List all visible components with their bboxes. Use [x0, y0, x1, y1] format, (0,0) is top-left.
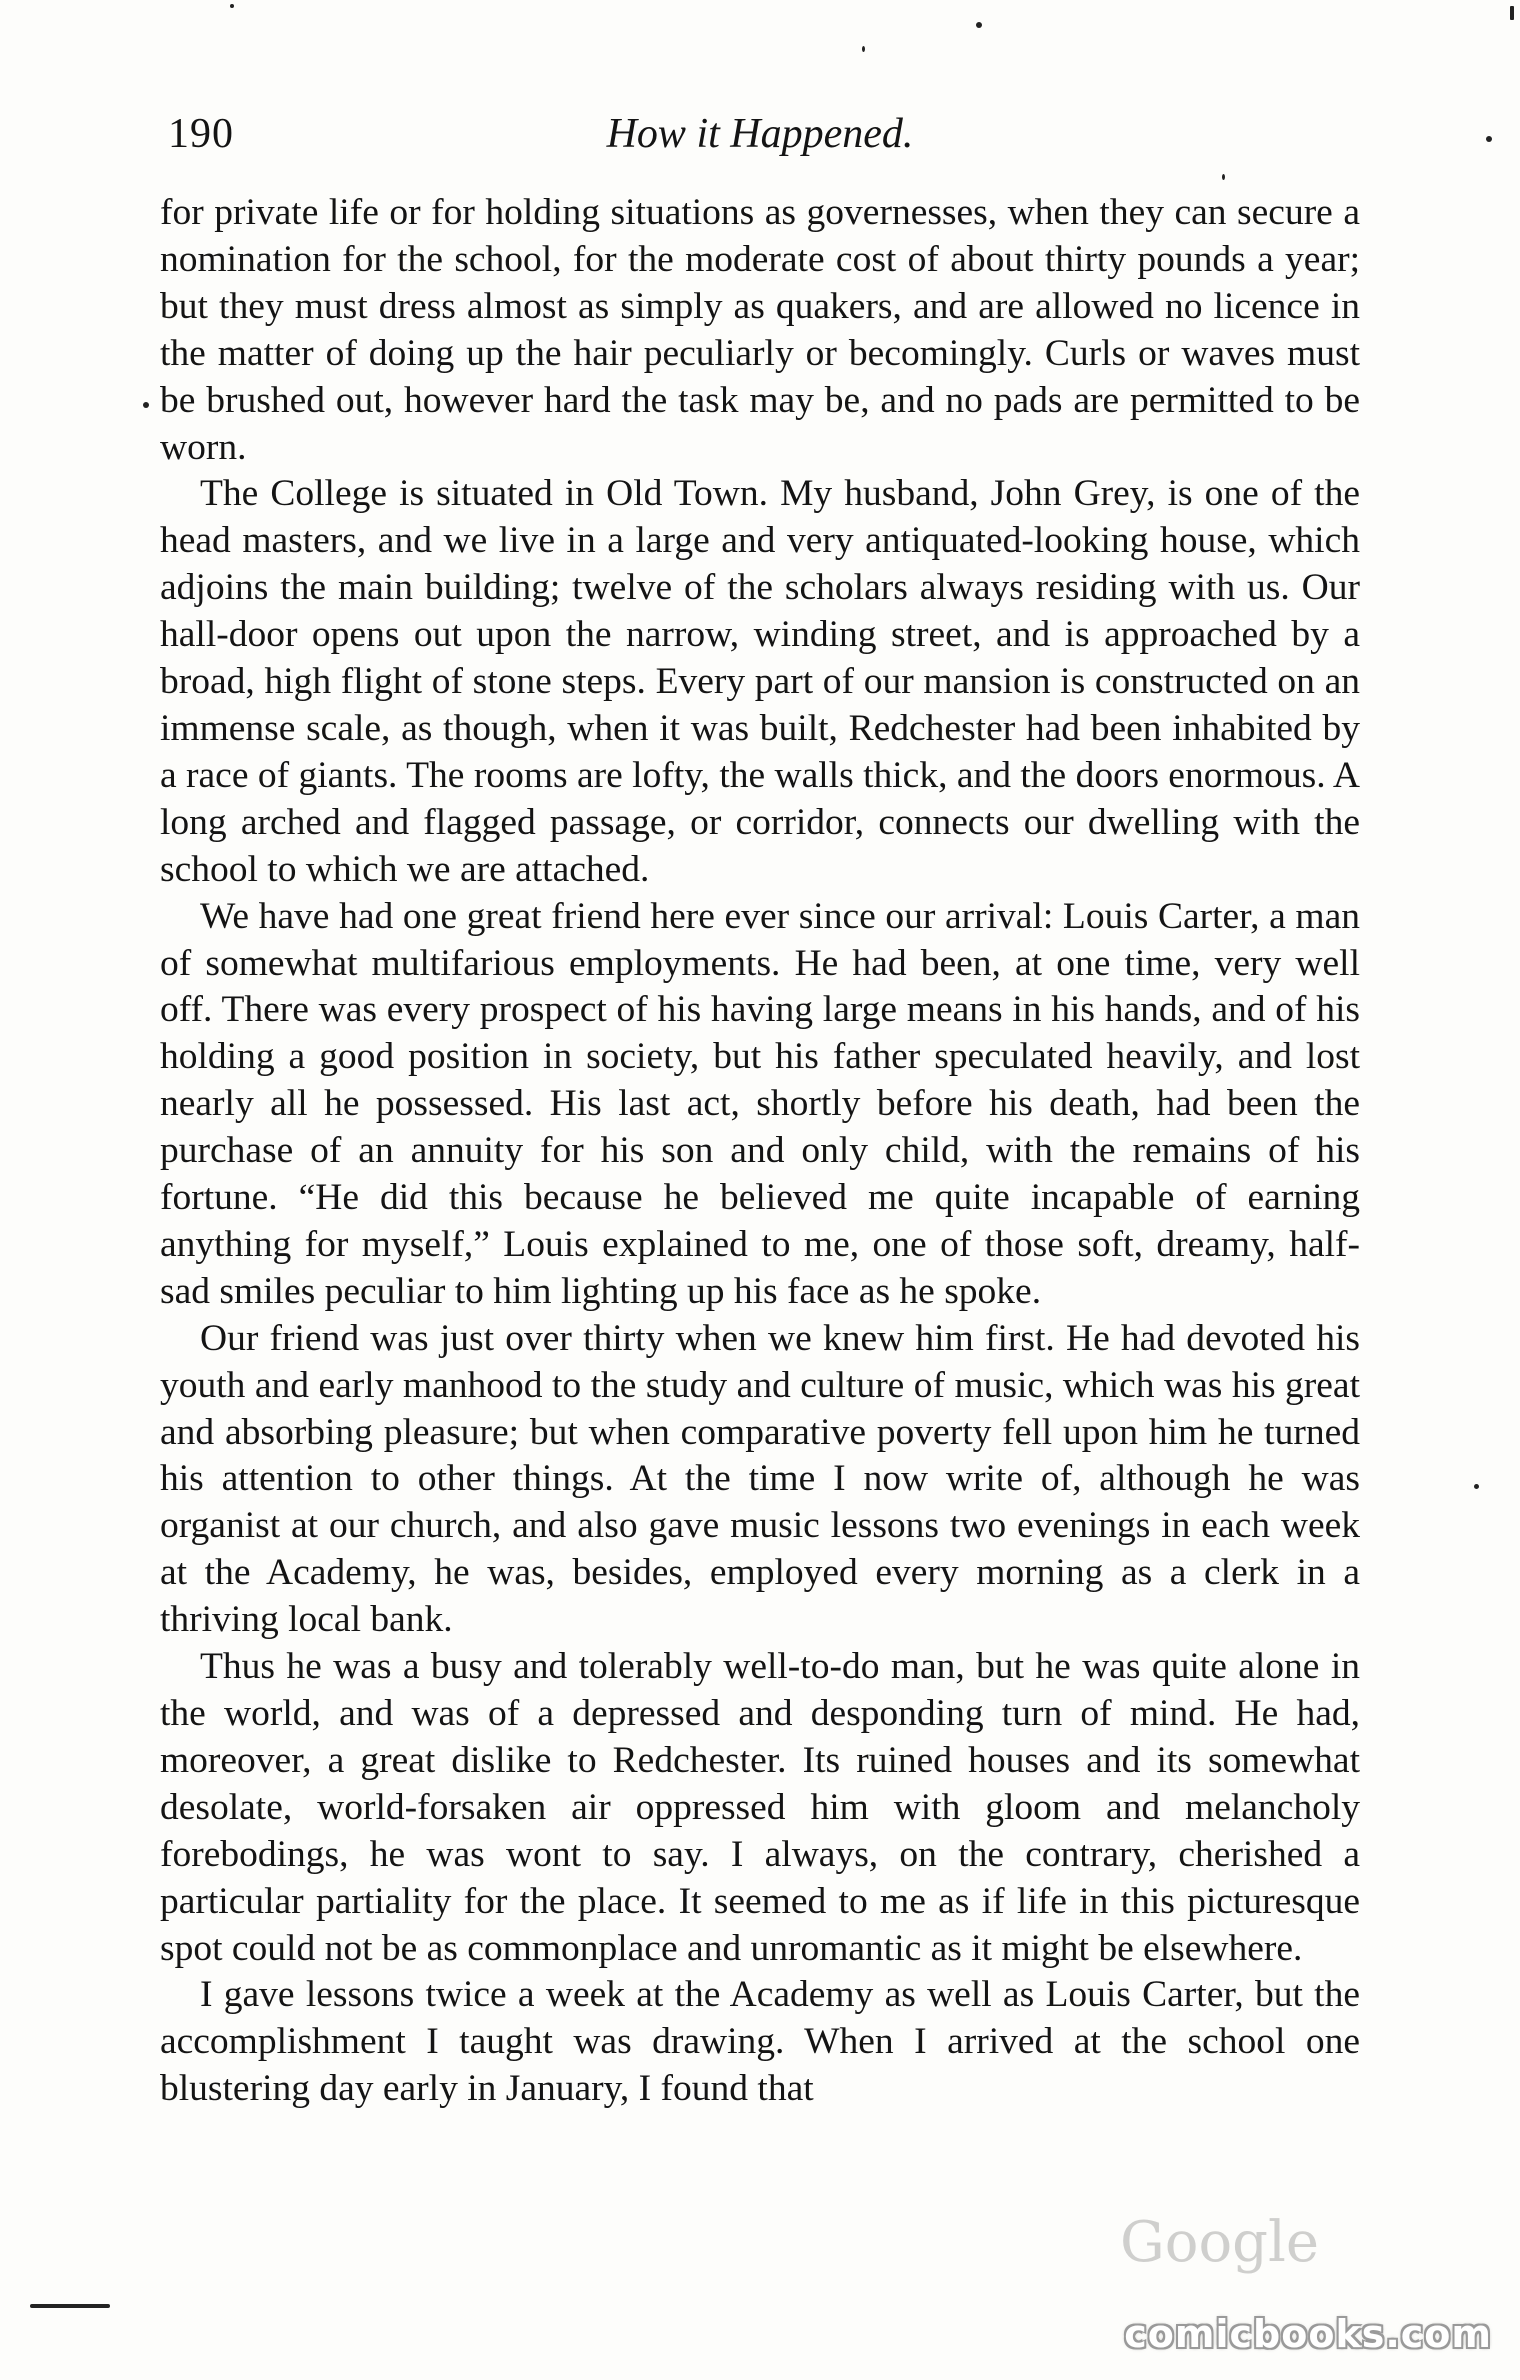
paragraph: We have had one great friend here ever since our arrival: Louis Carter, a man of somewhat multifarious employments. He had been, at one time, very well off. There was every prospect of his having large means in his hands, and of his holding a good position in society, but his father speculated heavily, and lost nearly all he possessed. His last act, shortly before his death, had been the purchase of an annuity for his son and only child, with the remains of his fortune. “He did this because he believed me quite incapable of earning anything for myself,” Louis explained to me, one of those soft, dreamy, half-sad smiles peculiar to him lighting up his face as he spoke.: [160, 895, 1360, 1312]
margin-dash: [30, 2304, 110, 2308]
paragraph: The College is situated in Old Town. My husband, John Grey, is one of the head masters, and we live in a large and very antiquated-looking house, which adjoins the main building; twelve of the scholars always residing with us. Our hall-door opens out upon the narrow, winding street, and is approached by a broad, high flight of stone steps. Every part of our mansion is constructed on an immense scale, as though, when it was built, Redchester had been inhabited by a race of giants. The rooms are lofty, the walls thick, and the doors enormous. A long arched and flagged passage, or corridor, connects our dwelling with the school to which we are attached.: [160, 473, 1360, 890]
paragraph: Thus he was a busy and tolerably well-to-do man, but he was quite alone in the world, and was of a depressed and desponding turn of mind. He had, moreover, a great dislike to Redchester. Its ruined houses and its somewhat desolate, world-forsaken air oppressed him with gloom and melancholy forebodings, he was wont to say. I always, on the contrary, cherished a particular partiality for the place. It seemed to me as if life in this picturesque spot could not be as commonplace and unromantic as it might be elsewhere.: [160, 1646, 1360, 1969]
paragraph: for private life or for holding situations as governesses, when they can secure a nomination for the school, for the moderate cost of about thirty pounds a year; but they must dress almost as simply as quakers, and are allowed no licence in the matter of doing up the hair peculiarly or becomingly. Curls or waves must be brushed out, however hard the task may be, and no pads are permitted to be worn.: [160, 192, 1360, 468]
body-text: [160, 190, 1360, 2113]
google-scan-mark: Google: [1120, 2210, 1320, 2275]
page-number: 190: [168, 111, 234, 157]
page-header: [160, 110, 1360, 170]
watermark: comicbooks.com: [1124, 2312, 1492, 2356]
paragraph: Our friend was just over thirty when we knew him first. He had devoted his youth and early manhood to the study and culture of music, which was his great and absorbing pleasure; but when comparative poverty fell upon him he turned his attention to other things. At the time I now write of, although he was organist at our church, and also gave music lessons two evenings in each week at the Academy, he was, besides, employed every morning as a clerk in a thriving local bank.: [160, 1317, 1360, 1641]
paragraph: I gave lessons twice a week at the Academy as well as Louis Carter, but the accomplishment I taught was drawing. When I arrived at the school one blustering day early in January, I found that: [160, 1974, 1360, 2110]
running-title: How it Happened.: [606, 111, 914, 157]
